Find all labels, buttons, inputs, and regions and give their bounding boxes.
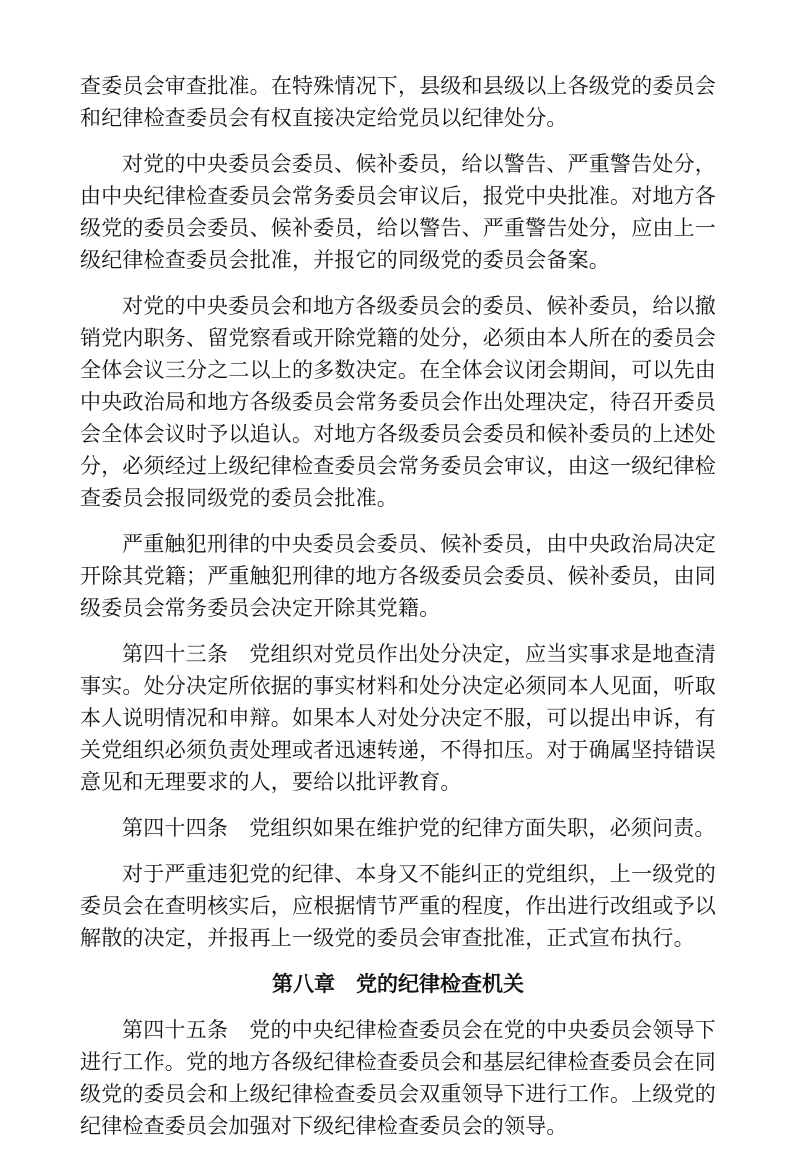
paragraph-central-committee-warnings: 对党的中央委员会委员、候补委员，给以警告、严重警告处分，由中央纪律检查委员会常务委员会审议后，报党中央批准。对地方各级党的委员会委员、候补委员，给以警告、严重警告处分，应由上一级纪律检查委员会批准，并报它的同级党的委员会备案。 [80,152,716,272]
paragraph-committee-member-discipline: 对党的中央委员会和地方各级委员会的委员、候补委员，给以撤销党内职务、留党察看或开除党籍的处分，必须由本人所在的委员会全体会议三分之二以上的多数决定。在全体会议闭会期间，可以先由中央政治局和地方各级委员会常务委员会作出处理决定，待召开委员会全体会议时予以追认。对地方各级委员会委员和候补委员的上述处分，必须经过上级纪律检查委员会常务委员会审议，由这一级纪律检查委员会报同级党的委员会批准。 [80,294,716,510]
article-43: 第四十三条 党组织对党员作出处分决定，应当实事求是地查清事实。处分决定所依据的事实材料和处分决定必须同本人见面，听取本人说明情况和申辩。如果本人对处分决定不服，可以提出申诉，有关党组织必须负责处理或者迅速转递，不得扣压。对于确属坚持错误意见和无理要求的人，要给以批评教育。 [80,642,716,794]
paragraph-criminal-law-violations: 严重触犯刑律的中央委员会委员、候补委员，由中央政治局决定开除其党籍；严重触犯刑律的地方各级委员会委员、候补委员，由同级委员会常务委员会决定开除其党籍。 [80,532,716,620]
chapter-heading: 第八章 党的纪律检查机关 [272,972,524,996]
article-45: 第四十五条 党的中央纪律检查委员会在党的中央委员会领导下进行工作。党的地方各级纪律检查委员会和基层纪律检查委员会在同级党的委员会和上级纪律检查委员会双重领导下进行工作。上级党的纪律检查委员会加强对下级纪律检查委员会的领导。 [80,1018,716,1138]
paragraph-continuation: 查委员会审查批准。在特殊情况下，县级和县级以上各级党的委员会和纪律检查委员会有权直接决定给党员以纪律处分。 [80,74,716,130]
article-44: 第四十四条 党组织如果在维护党的纪律方面失职，必须问责。 [122,816,716,840]
document-page [80,70,716,1156]
paragraph-reorganize-dissolve: 对于严重违犯党的纪律、本身又不能纠正的党组织，上一级党的委员会在查明核实后，应根据情节严重的程度，作出进行改组或予以解散的决定，并报再上一级党的委员会审查批准，正式宣布执行。 [80,862,716,950]
